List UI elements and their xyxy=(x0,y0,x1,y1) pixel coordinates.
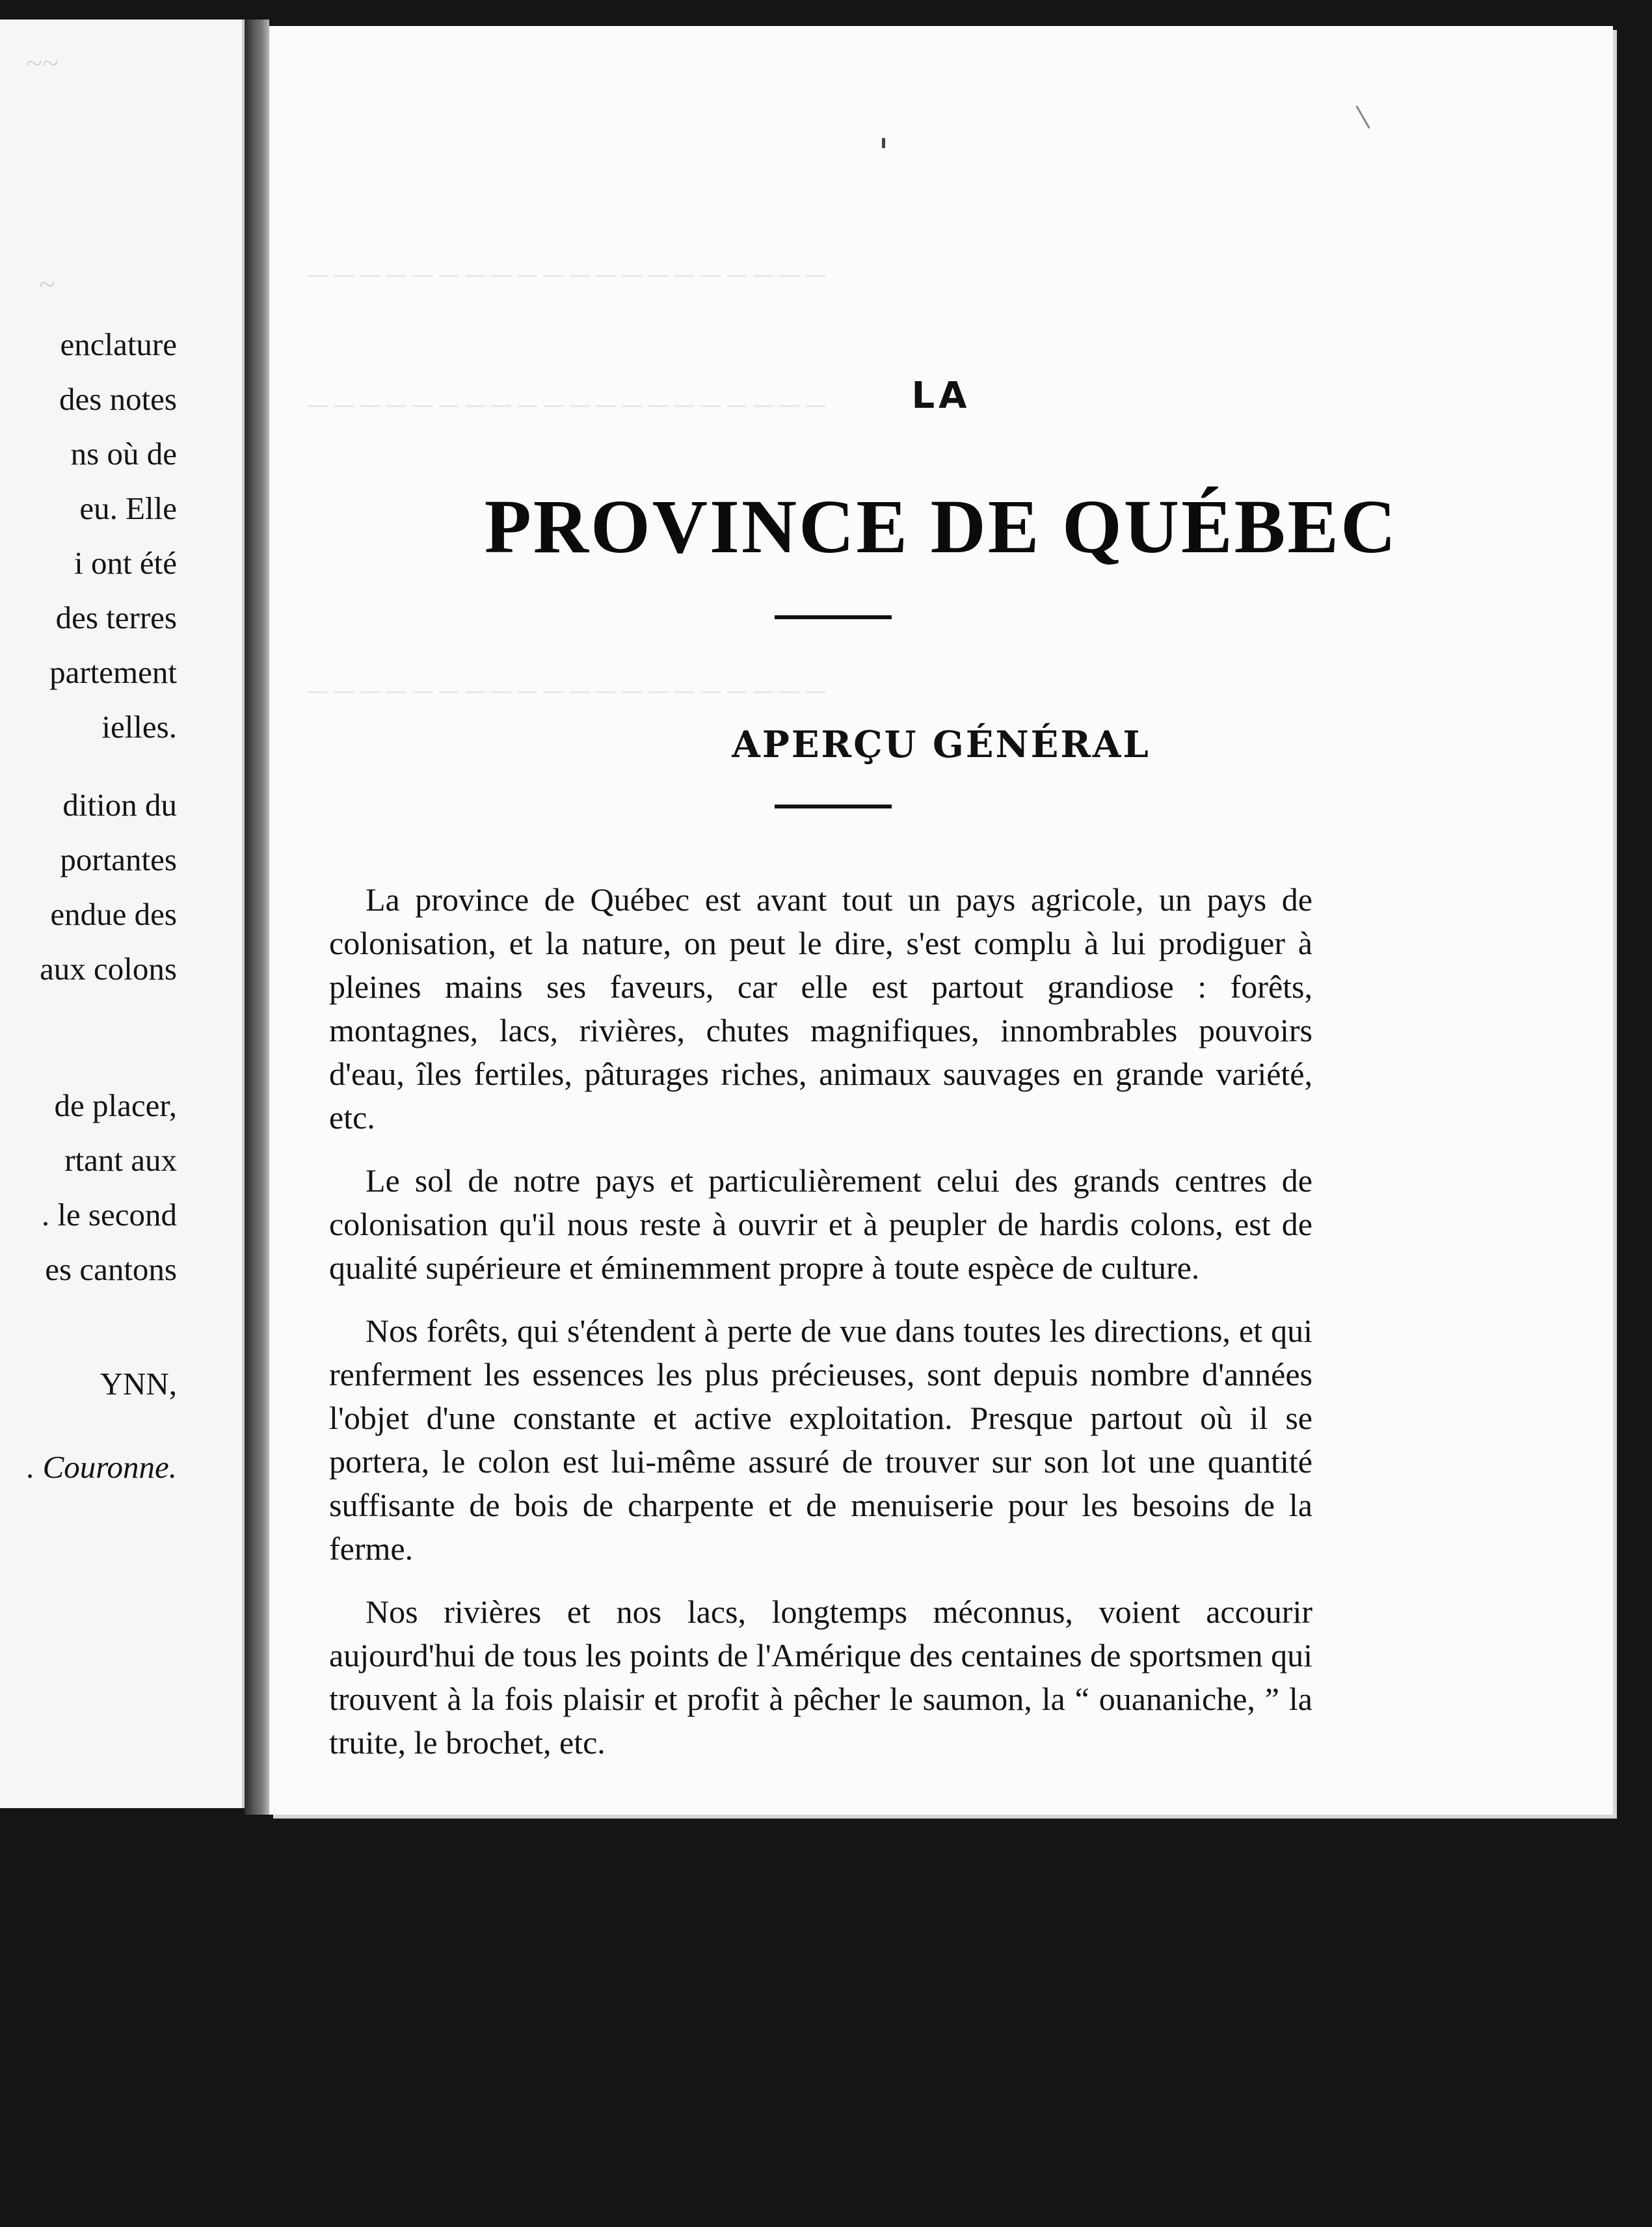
left-line: partement xyxy=(49,654,177,690)
left-line: enclature xyxy=(60,327,177,362)
left-line: endue des xyxy=(50,896,177,932)
paragraph: Le sol de notre pays et particulièrement celui des grands centres de colonisation qu'il nous reste à ouvrir et à peupler de hardis colons, est de qualité supérieure et éminemment propre à toute espèce de culture. xyxy=(329,1162,1312,1286)
book-gutter xyxy=(245,20,269,1815)
bleed-mark: ~ xyxy=(39,267,55,300)
page-title: PROVINCE DE QUÉBEC xyxy=(484,484,1398,569)
title-rule xyxy=(775,615,892,619)
left-line: . Couronne. xyxy=(27,1449,177,1485)
left-line: de placer, xyxy=(54,1087,177,1123)
heading-la: LA xyxy=(911,375,971,417)
left-line: dition du xyxy=(62,787,177,823)
left-line: es cantons xyxy=(45,1251,177,1287)
left-line: portantes xyxy=(60,842,177,877)
speck xyxy=(1355,105,1370,129)
section-heading: APERÇU GÉNÉRAL xyxy=(732,723,1151,766)
left-line: ielles. xyxy=(101,709,177,745)
left-line: aux colons xyxy=(40,951,177,987)
left-line: . le second xyxy=(41,1197,177,1233)
speck xyxy=(882,138,885,148)
left-line: YNN, xyxy=(100,1366,177,1402)
main-page xyxy=(269,26,1613,1815)
left-line: des notes xyxy=(59,381,177,417)
left-line: rtant aux xyxy=(64,1142,177,1178)
section-rule xyxy=(775,805,892,808)
body-text xyxy=(329,878,1312,1784)
show-through: ─ ─ ─ ─ ─ ─ ─ ─ ─ ─ ─ ─ ─ ─ ─ ─ ─ ─ ─ ─ xyxy=(308,391,825,421)
left-line: ns où de xyxy=(70,436,177,472)
bleed-mark: ~~ xyxy=(26,46,59,79)
paragraph: Nos rivières et nos lacs, longtemps méconnus, voient accourir aujourd'hui de tous les points de l'Amérique des centaines de sportsmen qui trouvent à la fois plaisir et profit à pêcher le saumon, la “ ouananiche, ” la truite, le brochet, etc. xyxy=(329,1594,1312,1761)
left-line: des terres xyxy=(55,600,177,635)
left-line: eu. Elle xyxy=(79,490,177,526)
show-through: ─ ─ ─ ─ ─ ─ ─ ─ ─ ─ ─ ─ ─ ─ ─ ─ ─ ─ ─ ─ xyxy=(308,261,825,291)
show-through: ─ ─ ─ ─ ─ ─ ─ ─ ─ ─ ─ ─ ─ ─ ─ ─ ─ ─ ─ ─ xyxy=(308,677,825,707)
paragraph: La province de Québec est avant tout un pays agricole, un pays de colonisation, et la nature, on peut le dire, s'est complu à lui prodiguer à pleines mains ses faveurs, car elle est partout grandiose : forêts, montagnes, lacs, rivières, chutes magnifiques, innombrables pouvoirs d'eau, îles fertiles, pâturages riches, animaux sauvages en grande variété, etc. xyxy=(329,881,1312,1136)
paragraph: Nos forêts, qui s'étendent à perte de vue dans toutes les directions, et qui renferment les essences les plus précieuses, sont depuis nombre d'années l'objet d'une constante et active exploitation. Presque partout où il se portera, le colon est lui-même assuré de trouver sur son lot une quantité suffisante de bois de charpente et de menuiserie pour les besoins de la ferme. xyxy=(329,1313,1312,1567)
left-page-fragment xyxy=(0,20,245,1808)
left-line: i ont été xyxy=(74,545,177,581)
